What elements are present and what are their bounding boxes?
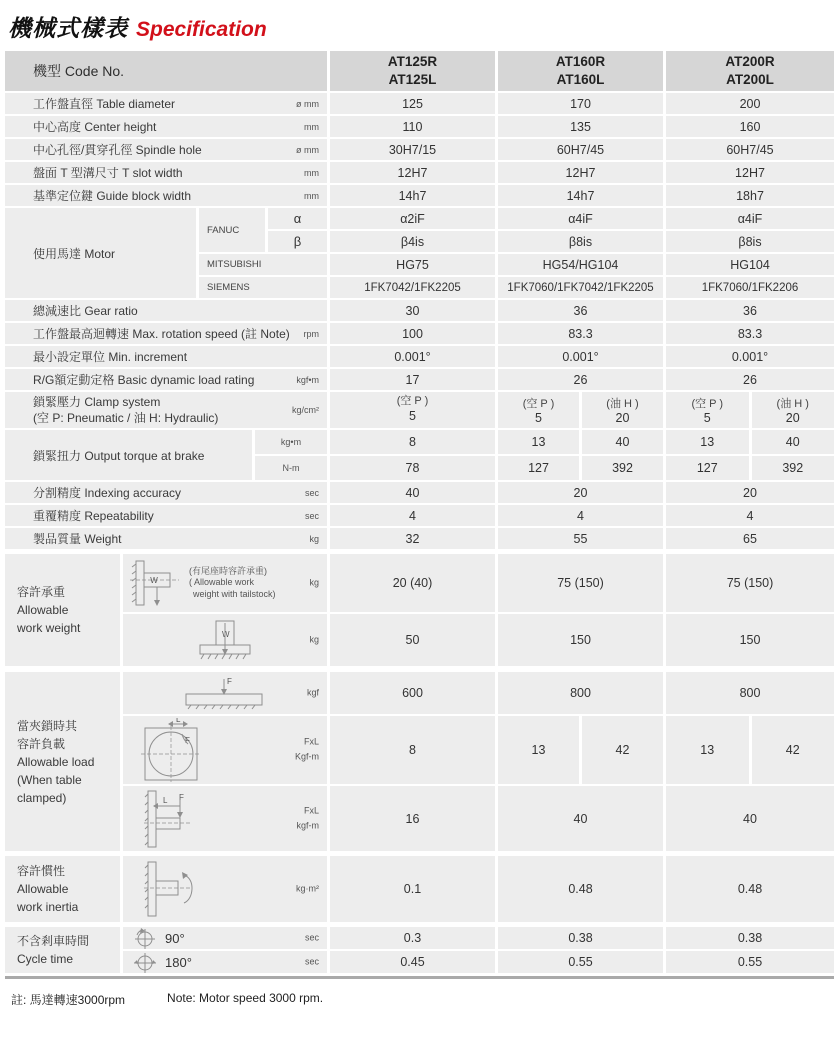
model-name: AT200R [725,54,775,70]
value-cell: 600 [330,672,495,714]
value-cell: 40 [330,482,495,503]
section-label: 不含剎車時間 [17,934,90,948]
row-load-rating [5,369,834,390]
value-cell: 32 [330,528,495,549]
model-name: AT200L [726,72,774,87]
table-header-row [5,51,834,91]
section-label: 容許承重 [17,585,66,599]
cycle-time-label-cell [5,927,120,973]
value-cell: 30H7/15 [330,139,495,160]
value-cell: HG75 [330,254,495,275]
sub-value: 13 [666,716,749,784]
unit-line: kgf-m [296,820,319,831]
inertia-section [5,856,834,922]
value-cell: 17 [330,369,495,390]
title-zh: 機械式樣表 [8,15,128,41]
motor-section [5,208,834,298]
title-en: Specification [136,18,267,41]
value-cell: 110 [330,116,495,137]
value-cell: 0.3 [330,927,495,949]
value-cell: α4iF [666,208,834,229]
fanuc-brand-cell [199,208,265,252]
value-cell: 800 [666,672,834,714]
value-cell: 36 [498,300,663,321]
work-weight-diagram-cell [123,614,327,666]
table-bottom-rule [5,976,834,979]
model-name: AT160L [556,72,605,87]
value-cell [498,430,663,454]
value-cell: α2iF [330,208,495,229]
value-cell [666,716,834,784]
value-cell: 12H7 [666,162,834,183]
row-unit: sec [304,510,319,521]
alpha-symbol-cell: α [268,208,327,229]
row-unit: ø mm [296,144,319,155]
cycle-time-section [5,927,834,973]
code-no-label: 機型 Code No. [33,63,125,79]
section-label: Allowable load [17,754,95,769]
value-cell: β4is [330,231,495,252]
value-cell: 12H7 [498,162,663,183]
page-title [8,10,835,43]
row-label: 分割精度 Indexing accuracy [33,486,182,500]
row-label: 中心高度 Center height [33,120,157,134]
rotate-180-icon [133,951,157,973]
hydraulic-sub-cell [582,392,663,428]
pneumatic-sub-cell [666,392,749,428]
row-label: 盤面 T 型溝尺寸 T slot width [33,166,183,180]
row-min-increment [5,346,834,367]
value-cell: 16 [330,786,495,851]
row-label: 重覆精度 Repeatability [33,509,154,523]
tailstock-note [189,566,276,600]
row-label: 鎖緊扭力 Output torque at brake [33,448,205,463]
row-unit: mm [304,121,319,132]
svg-text:F: F [179,792,184,802]
torque-unit-nm: N-m [255,456,327,480]
value-cell: 150 [498,614,663,666]
pneumatic-sub-cell [498,392,579,428]
work-weight-label-cell [5,554,120,666]
row-unit: kg·m² [296,883,319,894]
row-label-cell [5,185,327,206]
clamp-system-row [5,392,834,428]
value-cell: 40 [498,786,663,851]
value-cell: 150 [666,614,834,666]
rotate-90-icon [133,927,157,949]
row-unit: kg [309,533,319,544]
beta-symbol-cell: β [268,231,327,252]
model-header-at160 [498,51,663,91]
sub-value: 13 [498,430,579,454]
value-cell: 18h7 [666,185,834,206]
value-cell: β8is [498,231,663,252]
sub-value: 13 [666,430,749,454]
svg-text:W: W [150,576,158,585]
row-max-speed [5,323,834,344]
section-label: Allowable [17,882,69,896]
value-cell: 20 [666,482,834,503]
value-cell: 12H7 [330,162,495,183]
row-unit [295,735,319,766]
value-cell: 1FK7060/1FK2206 [666,277,834,298]
tailstock-diagram-cell [123,554,327,612]
value-cell: 36 [666,300,834,321]
value-cell: 83.3 [498,323,663,344]
clamp-value: 5 [409,409,416,424]
row-label: 使用馬達 Motor [33,246,116,261]
value-cell: 83.3 [666,323,834,344]
value-cell [498,456,663,480]
row-unit: sec [304,487,319,498]
svg-text:L: L [163,795,168,805]
clamped-load-label-cell [5,672,120,851]
section-label: clamped) [17,790,67,805]
sub-value: 127 [498,456,579,480]
value-cell: 65 [666,528,834,549]
brand-label: FANUC [207,224,240,236]
spec-table [5,51,834,979]
row-unit: ø mm [296,98,319,109]
value-cell: 26 [666,369,834,390]
svg-text:L: L [176,718,181,724]
value-cell [666,430,834,454]
clamped-load-section [5,672,834,851]
clamp-value-cell [498,392,663,428]
footnote [11,991,835,1008]
row-gear-ratio [5,300,834,321]
section-label: (When table [17,772,82,787]
row-t-slot [5,162,834,183]
mitsubishi-brand-cell: MITSUBISHI [199,254,327,275]
note-line: (有尾座時容許承重) [189,566,267,577]
motor-label-cell [5,208,196,298]
model-name: AT125R [387,54,438,70]
value-cell: 4 [666,505,834,526]
sub-value: 392 [582,456,663,480]
note-line: ( Allowable work [189,577,255,588]
row-label-cell [5,369,327,390]
cycle-180-cell [123,951,327,973]
row-label-cell [5,528,327,549]
value-cell: 200 [666,93,834,114]
row-label-cell [5,116,327,137]
value-cell: 14h7 [330,185,495,206]
value-cell: β8is [666,231,834,252]
sub-value: 13 [498,716,579,784]
angle-label: 180° [165,954,192,970]
row-label: 工作盤最高迴轉速 Max. rotation speed (註 Note) [33,327,290,341]
model-name: AT160R [555,54,606,70]
value-cell: 0.48 [666,856,834,922]
unit-line: FxL [303,805,319,816]
row-spindle-hole [5,139,834,160]
value-cell: 50 [330,614,495,666]
value-cell: 8 [330,430,495,454]
value-cell: 40 [666,786,834,851]
hydraulic-sub-cell [752,392,835,428]
hydraulic-tag: (油 H ) [776,398,809,410]
model-name: AT125L [388,72,437,87]
svg-text:F: F [227,677,232,686]
row-label: 鎖緊壓力 Clamp system [33,394,161,409]
row-unit: kg/cm² [292,405,319,415]
inertia-icon [143,859,199,919]
section-label: Cycle time [17,952,74,966]
value-cell: 75 (150) [666,554,834,612]
row-label: 製品質量 Weight [33,532,122,546]
value-cell: 800 [498,672,663,714]
pneumatic-tag: (空 P ) [691,398,724,410]
side-load-icon [143,788,199,850]
value-cell: 4 [330,505,495,526]
value-cell: 0.45 [330,951,495,973]
row-center-height [5,116,834,137]
sub-value: 40 [582,430,663,454]
row-unit: kgf•m [296,374,319,385]
section-label: 容許慣性 [17,864,66,878]
value-cell: 0.55 [498,951,663,973]
row-label: 工作盤直徑 Table diameter [33,97,176,111]
row-label-cell [5,300,327,321]
value-cell: 0.001° [330,346,495,367]
section-label: work inertia [17,900,79,914]
row-label-cell [5,162,327,183]
radial-load-diagram-cell [123,716,327,784]
radial-load-top-view-icon [141,718,201,782]
clamp-value: 5 [535,411,542,425]
allowable-work-weight-section [5,554,834,666]
clamp-value-cell [666,392,834,428]
value-cell: 0.001° [498,346,663,367]
value-cell: 75 (150) [498,554,663,612]
row-unit: sec [304,956,319,967]
value-cell: 14h7 [498,185,663,206]
value-cell: 26 [498,369,663,390]
value-cell: 1FK7042/1FK2205 [330,277,495,298]
row-label: 基準定位鍵 Guide block width [33,189,192,203]
row-label: 中心孔徑/貫穿孔徑 Spindle hole [33,143,202,157]
value-cell: 1FK7060/1FK7042/1FK2205 [498,277,663,298]
row-unit [297,803,320,834]
cycle-90-cell [123,927,327,949]
value-cell: 0.55 [666,951,834,973]
footnote-en: Note: Motor speed 3000 rpm. [167,991,324,1005]
workpiece-on-table-icon [192,617,258,663]
code-no-cell [5,51,327,91]
row-label-cell [5,346,327,367]
value-cell: 100 [330,323,495,344]
row-label: R/G額定動定格 Basic dynamic load rating [33,373,255,387]
row-repeatability [5,505,834,526]
row-table-diameter [5,93,834,114]
value-cell: 160 [666,116,834,137]
clamp-value: 5 [703,411,711,425]
siemens-brand-cell: SIEMENS [199,277,327,298]
hydraulic-tag: (油 H ) [606,398,639,410]
clamp-label-cell [5,392,327,428]
inertia-label-cell [5,856,120,922]
row-weight [5,528,834,549]
clamp-value: 20 [615,411,630,425]
sub-value: 127 [666,456,749,480]
note-line: weight with tailstock) [193,588,276,599]
row-label: (空 P: Pneumatic / 油 H: Hydraulic) [33,411,219,425]
row-unit: mm [304,167,319,178]
row-label: 最小設定單位 Min. increment [33,350,188,364]
value-cell: 0.38 [666,927,834,949]
torque-unit-kgm: kg•m [255,430,327,454]
value-cell: 55 [498,528,663,549]
value-cell: 0.38 [498,927,663,949]
unit-line: FxL [303,736,319,747]
value-cell [666,456,834,480]
row-label: 總減速比 Gear ratio [33,304,138,318]
inertia-diagram-cell [123,856,327,922]
sub-value: 42 [582,716,663,784]
value-cell: 20 [498,482,663,503]
value-cell [498,716,663,784]
torque-section [5,430,834,480]
row-label-cell [5,93,327,114]
value-cell: 78 [330,456,495,480]
value-cell: 0.1 [330,856,495,922]
row-guide-block [5,185,834,206]
row-unit: mm [304,190,319,201]
model-header-at200 [666,51,834,91]
value-cell: 0.001° [666,346,834,367]
row-label-cell [5,323,327,344]
value-cell: 20 (40) [330,554,495,612]
axial-force-icon [181,676,269,710]
footnote-zh: 註: 馬達轉速3000rpm [11,993,126,1007]
value-cell: 60H7/45 [666,139,834,160]
svg-text:W: W [222,630,230,639]
sub-value: 42 [752,716,835,784]
row-unit: sec [304,932,319,943]
section-label: 容許負載 [17,736,66,751]
row-unit: rpm [303,328,319,339]
model-header-at125 [330,51,495,91]
value-cell: 60H7/45 [498,139,663,160]
sub-value: 40 [752,430,835,454]
clamp-value-cell [330,392,495,428]
axial-force-diagram-cell [123,672,327,714]
value-cell: 4 [498,505,663,526]
value-cell: 125 [330,93,495,114]
value-cell: α4iF [498,208,663,229]
clamp-value: 20 [785,411,800,425]
unit-line: Kgf-m [294,752,319,762]
section-label: work weight [17,621,81,635]
value-cell: 8 [330,716,495,784]
row-label-cell [5,139,327,160]
value-cell: 135 [498,116,663,137]
value-cell: HG54/HG104 [498,254,663,275]
tailstock-diagram-icon [129,558,181,608]
row-unit: kg [309,634,319,645]
row-label-cell [5,482,327,503]
torque-label-cell [5,430,252,480]
row-unit: kgf [306,687,319,698]
row-indexing [5,482,834,503]
section-label: Allowable [17,603,69,617]
row-unit: kg [309,577,319,588]
svg-text:F: F [185,736,190,745]
value-cell: 0.48 [498,856,663,922]
pneumatic-tag: (空 P ) [522,398,555,410]
value-cell: 170 [498,93,663,114]
sub-value: 392 [752,456,835,480]
angle-label: 90° [165,930,185,946]
row-label-cell [5,505,327,526]
section-label: 當夾鎖時其 [17,718,78,733]
value-cell: 30 [330,300,495,321]
pneumatic-tag: (空 P ) [396,395,429,408]
value-cell: HG104 [666,254,834,275]
side-load-diagram-cell [123,786,327,851]
